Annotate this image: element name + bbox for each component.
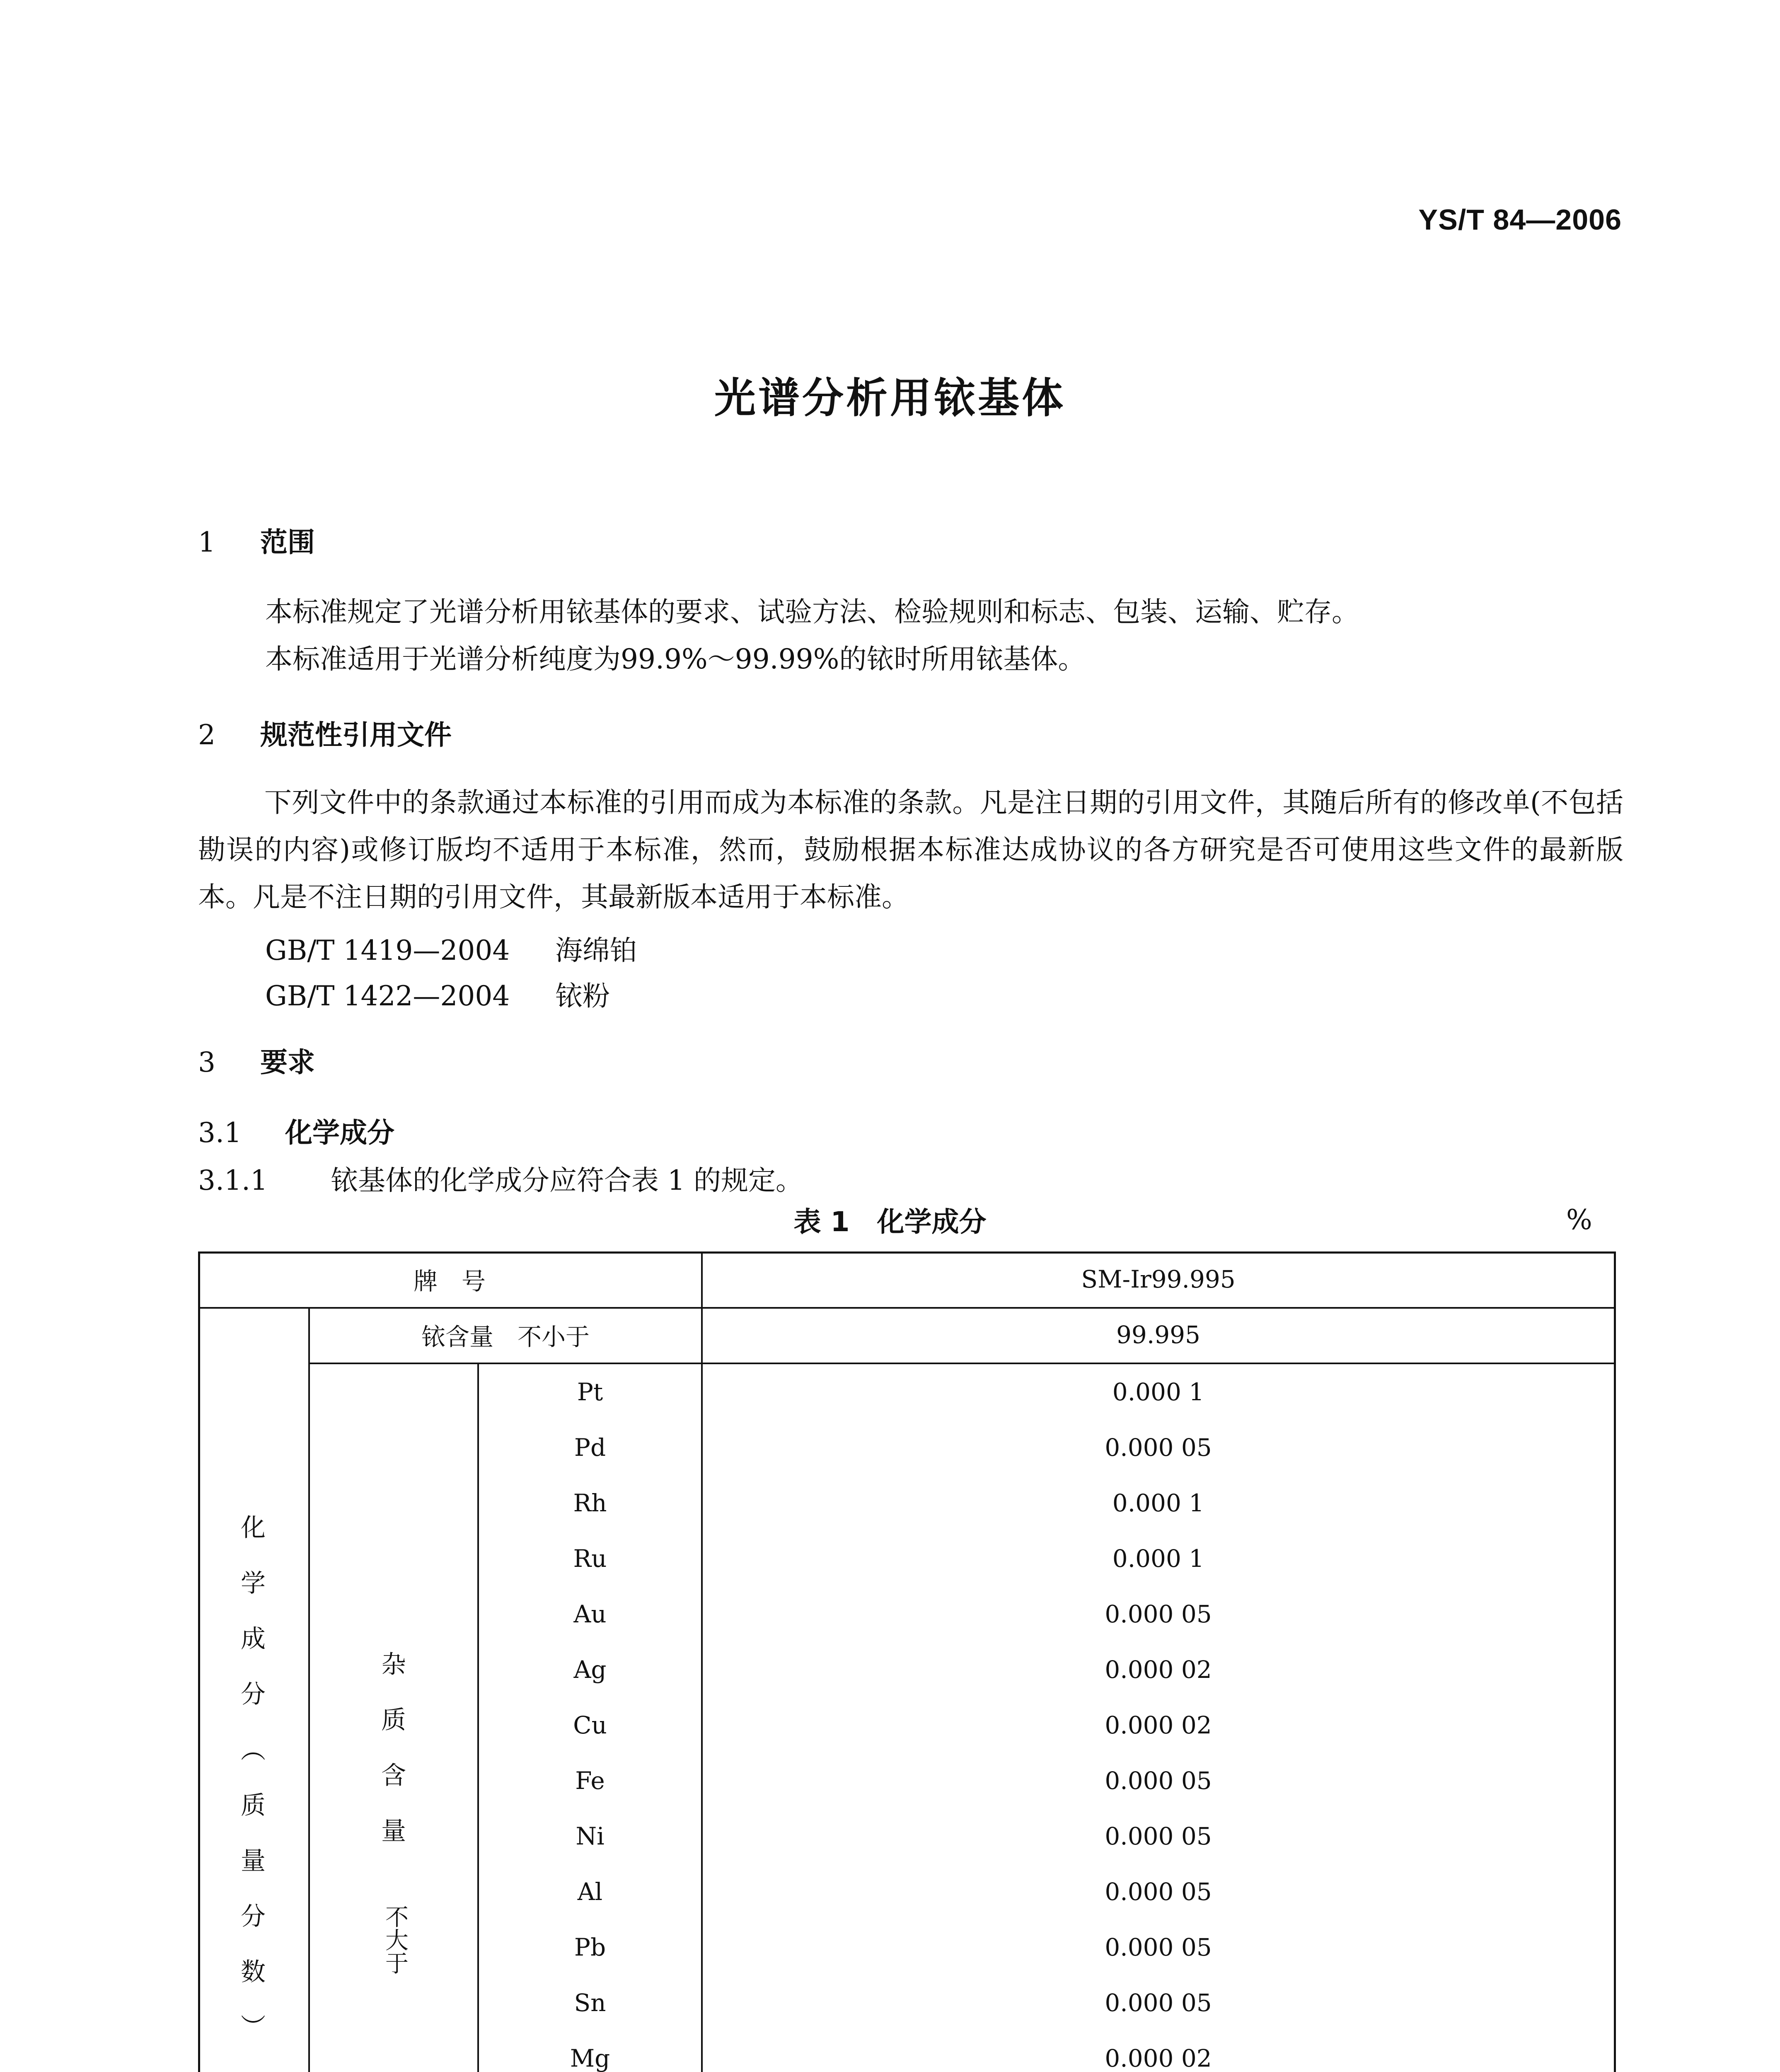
section-1-title: 范围 bbox=[260, 526, 315, 558]
element-cell: Cu bbox=[573, 1711, 607, 1739]
value-cell: 0.000 05 bbox=[1105, 1989, 1212, 2017]
impurity-limit-char: 于 bbox=[385, 1951, 409, 1978]
section-2-number: 2 bbox=[198, 719, 215, 751]
side-label-char: 分 bbox=[241, 1680, 266, 1709]
value-cell: 0.000 05 bbox=[1105, 1878, 1212, 1906]
document-title: 光谱分析用铱基体 bbox=[714, 374, 1066, 422]
iridium-content-value: 99.995 bbox=[1116, 1321, 1200, 1349]
iridium-content-label: 铱含量 不小于 bbox=[421, 1323, 590, 1351]
section-2-paragraph: 下列文件中的条款通过本标准的引用而成为本标准的条款。凡是注日期的引用文件，其随后所有的修改单(不包括勘误的内容)或修订版均不适用于本标准，然而，鼓励根据本标准达成协议的各方研究是否可使用这些文件的最新版本。凡是不注日期的引用文件，其最新版本适用于本标准。 bbox=[198, 787, 1623, 913]
value-cell: 0.000 05 bbox=[1105, 1433, 1212, 1462]
element-cell: Ni bbox=[576, 1822, 605, 1850]
impurity-limit-char: 大 bbox=[385, 1927, 409, 1954]
impurity-label-char: 含 bbox=[381, 1761, 406, 1790]
table-border-right bbox=[1614, 1251, 1616, 2072]
impurity-label-char: 质 bbox=[381, 1706, 406, 1735]
section-3-1-1 bbox=[198, 1158, 803, 1198]
grade-value: SM-Ir99.995 bbox=[1081, 1265, 1236, 1293]
element-cell: Pd bbox=[574, 1433, 606, 1462]
value-cell: 0.000 1 bbox=[1112, 1378, 1204, 1406]
table-unit: % bbox=[1566, 1204, 1592, 1236]
section-3-heading bbox=[198, 1040, 315, 1080]
chemical-composition-side-label bbox=[198, 1500, 308, 2055]
side-label-char: ︵ bbox=[241, 1736, 266, 1765]
value-cell: 0.000 02 bbox=[1105, 1656, 1212, 1684]
section-2-heading bbox=[198, 713, 452, 752]
side-label-char: ︶ bbox=[241, 2013, 266, 2042]
element-cell: Sn bbox=[574, 1989, 606, 2017]
value-cell: 0.000 1 bbox=[1112, 1544, 1204, 1573]
side-label-char: 质 bbox=[241, 1791, 266, 1820]
reference-code: GB/T 1422—2004 bbox=[265, 980, 510, 1012]
side-label-char: 分 bbox=[241, 1902, 266, 1931]
grade-label: 牌 号 bbox=[413, 1267, 486, 1295]
reference-code: GB/T 1419—2004 bbox=[265, 934, 510, 966]
impurity-rows bbox=[479, 1364, 1614, 2072]
element-cell: Ag bbox=[573, 1656, 607, 1684]
side-label-char: 数 bbox=[241, 1958, 266, 1987]
impurity-limit-label bbox=[372, 1906, 422, 1976]
side-label-char: 量 bbox=[241, 1847, 266, 1876]
element-cell: Pt bbox=[577, 1378, 603, 1406]
chemical-composition-table bbox=[198, 1251, 1616, 2072]
impurity-label-char: 杂 bbox=[381, 1650, 406, 1679]
element-cell: Ru bbox=[573, 1544, 607, 1573]
section-3-1-1-number: 3.1.1 bbox=[198, 1164, 268, 1196]
impurity-content-label bbox=[310, 1637, 477, 1859]
side-label-char: 成 bbox=[241, 1624, 266, 1653]
section-1-number: 1 bbox=[198, 526, 215, 558]
section-3-1-heading bbox=[198, 1111, 394, 1150]
table-caption: 表 1 化学成分 bbox=[793, 1206, 987, 1238]
value-cell: 0.000 02 bbox=[1105, 1711, 1212, 1739]
reference-item bbox=[265, 928, 637, 968]
value-cell: 0.000 05 bbox=[1105, 1822, 1212, 1850]
section-1-heading bbox=[198, 520, 315, 559]
impurity-label-char: 量 bbox=[381, 1817, 406, 1846]
element-cell: Fe bbox=[575, 1767, 605, 1795]
impurity-limit-char: 不 bbox=[385, 1904, 409, 1931]
section-3-1-number: 3.1 bbox=[198, 1117, 242, 1149]
section-3-1-1-text: 铱基体的化学成分应符合表 1 的规定。 bbox=[331, 1164, 803, 1196]
element-cell: Rh bbox=[573, 1489, 607, 1517]
section-3-1-title: 化学成分 bbox=[285, 1117, 394, 1149]
value-cell: 0.000 05 bbox=[1105, 1767, 1212, 1795]
reference-name: 海绵铂 bbox=[555, 934, 637, 966]
value-cell: 0.000 02 bbox=[1105, 2044, 1212, 2072]
side-label-char: 学 bbox=[241, 1569, 266, 1598]
reference-item bbox=[265, 974, 610, 1013]
section-3-number: 3 bbox=[198, 1046, 215, 1078]
element-cell: Au bbox=[573, 1600, 607, 1628]
section-1-para-2: 本标准适用于光谱分析纯度为99.9%～99.99%的铱时所用铱基体。 bbox=[265, 643, 1086, 675]
value-cell: 0.000 05 bbox=[1105, 1933, 1212, 1961]
element-cell: Pb bbox=[574, 1933, 606, 1961]
section-2-title: 规范性引用文件 bbox=[260, 719, 452, 751]
element-cell: Mg bbox=[570, 2044, 610, 2072]
section-1-para-1: 本标准规定了光谱分析用铱基体的要求、试验方法、检验规则和标志、包装、运输、贮存。 bbox=[265, 596, 1359, 628]
standard-code: YS/T 84—2006 bbox=[1418, 203, 1622, 236]
value-cell: 0.000 1 bbox=[1112, 1489, 1204, 1517]
element-cell: Al bbox=[577, 1878, 603, 1906]
section-3-title: 要求 bbox=[260, 1046, 315, 1078]
side-label-char: 化 bbox=[241, 1513, 266, 1542]
value-cell: 0.000 05 bbox=[1105, 1600, 1212, 1628]
reference-name: 铱粉 bbox=[555, 980, 610, 1012]
